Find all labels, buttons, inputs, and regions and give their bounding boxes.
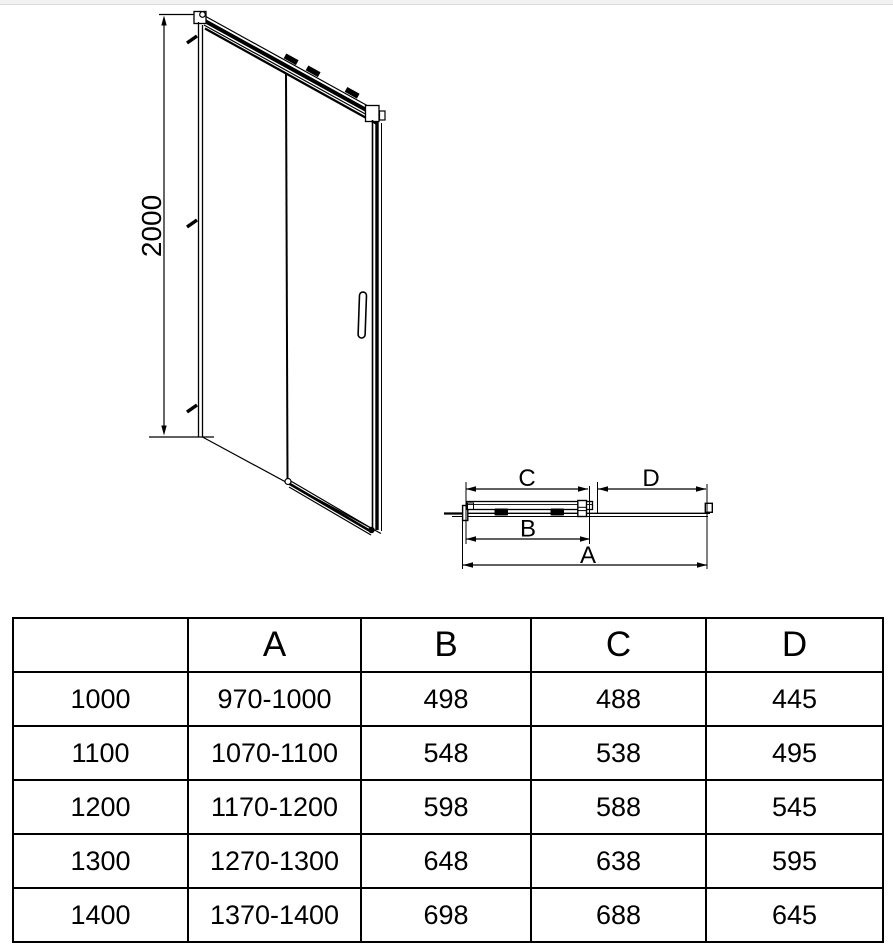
bottom-rail-cap-left — [285, 479, 291, 485]
rail-roller-left — [200, 12, 206, 18]
table-cell: 688 — [531, 888, 706, 942]
table-cell: 445 — [706, 672, 883, 726]
dim-arrow-down — [161, 426, 166, 436]
table-cell: 1270-1300 — [188, 834, 361, 888]
table-header-d: D — [706, 618, 883, 672]
door-clamp — [578, 501, 587, 517]
table-header-a: A — [188, 618, 361, 672]
spec-table — [12, 617, 884, 943]
table-cell: 1300 — [13, 834, 188, 888]
front-view-drawing — [136, 12, 385, 536]
table-cell: 488 — [531, 672, 706, 726]
rail-bracket-right — [366, 106, 380, 122]
roller-plan — [495, 509, 509, 516]
table-cell: 1100 — [13, 726, 188, 780]
dim-label-c: C — [518, 465, 536, 492]
table-header-size — [13, 618, 188, 672]
top-rail — [194, 12, 385, 125]
table-cell: 1170-1200 — [188, 780, 361, 834]
table-row — [13, 780, 883, 834]
table-header-row — [13, 618, 883, 672]
table-cell: 595 — [706, 834, 883, 888]
dimension-b — [466, 516, 590, 543]
table-cell: 1370-1400 — [188, 888, 361, 942]
table-cell: 495 — [706, 726, 883, 780]
table-cell: 1200 — [13, 780, 188, 834]
wall-anchor — [187, 36, 197, 43]
table-cell: 1400 — [13, 888, 188, 942]
table-cell: 548 — [361, 726, 531, 780]
dimension-d — [598, 465, 706, 492]
wall-anchor — [187, 405, 197, 412]
dim-label-d: D — [642, 465, 660, 492]
roller-plan — [551, 509, 565, 516]
table-cell: 538 — [531, 726, 706, 780]
height-dimension-label: 2000 — [136, 194, 167, 258]
dimension-a — [463, 542, 707, 569]
table-cell: 1070-1100 — [188, 726, 361, 780]
table-cell: 598 — [361, 780, 531, 834]
plan-assembly — [444, 501, 712, 521]
table-header-c: C — [531, 618, 706, 672]
rail-bracket-knob — [380, 111, 386, 120]
dim-label-b: B — [519, 515, 537, 543]
panel-end-cap — [705, 503, 712, 512]
left-wall-profile — [187, 22, 203, 437]
glass-divider — [286, 74, 288, 480]
door-handle — [358, 292, 367, 338]
table-cell: 645 — [706, 888, 883, 942]
table-cell: 698 — [361, 888, 531, 942]
dim-arrow-up — [161, 16, 166, 26]
right-door-stile — [373, 120, 382, 531]
table-cell: 638 — [531, 834, 706, 888]
plan-view-drawing — [444, 465, 712, 569]
table-cell: 588 — [531, 780, 706, 834]
table-cell: 498 — [361, 672, 531, 726]
table-row — [13, 672, 883, 726]
bottom-rail-cap-right — [368, 527, 374, 533]
table-cell: 545 — [706, 780, 883, 834]
table-header-b: B — [361, 618, 531, 672]
table-cell: 648 — [361, 834, 531, 888]
table-row — [13, 834, 883, 888]
dimension-c — [466, 465, 588, 492]
wall-anchor — [187, 220, 197, 227]
table-row — [13, 888, 883, 942]
table-cell: 970-1000 — [188, 672, 361, 726]
bottom-rail — [203, 437, 382, 535]
table-row — [13, 726, 883, 780]
dim-label-a: A — [579, 542, 597, 569]
table-cell: 1000 — [13, 672, 188, 726]
top-rail-plan — [467, 502, 593, 510]
